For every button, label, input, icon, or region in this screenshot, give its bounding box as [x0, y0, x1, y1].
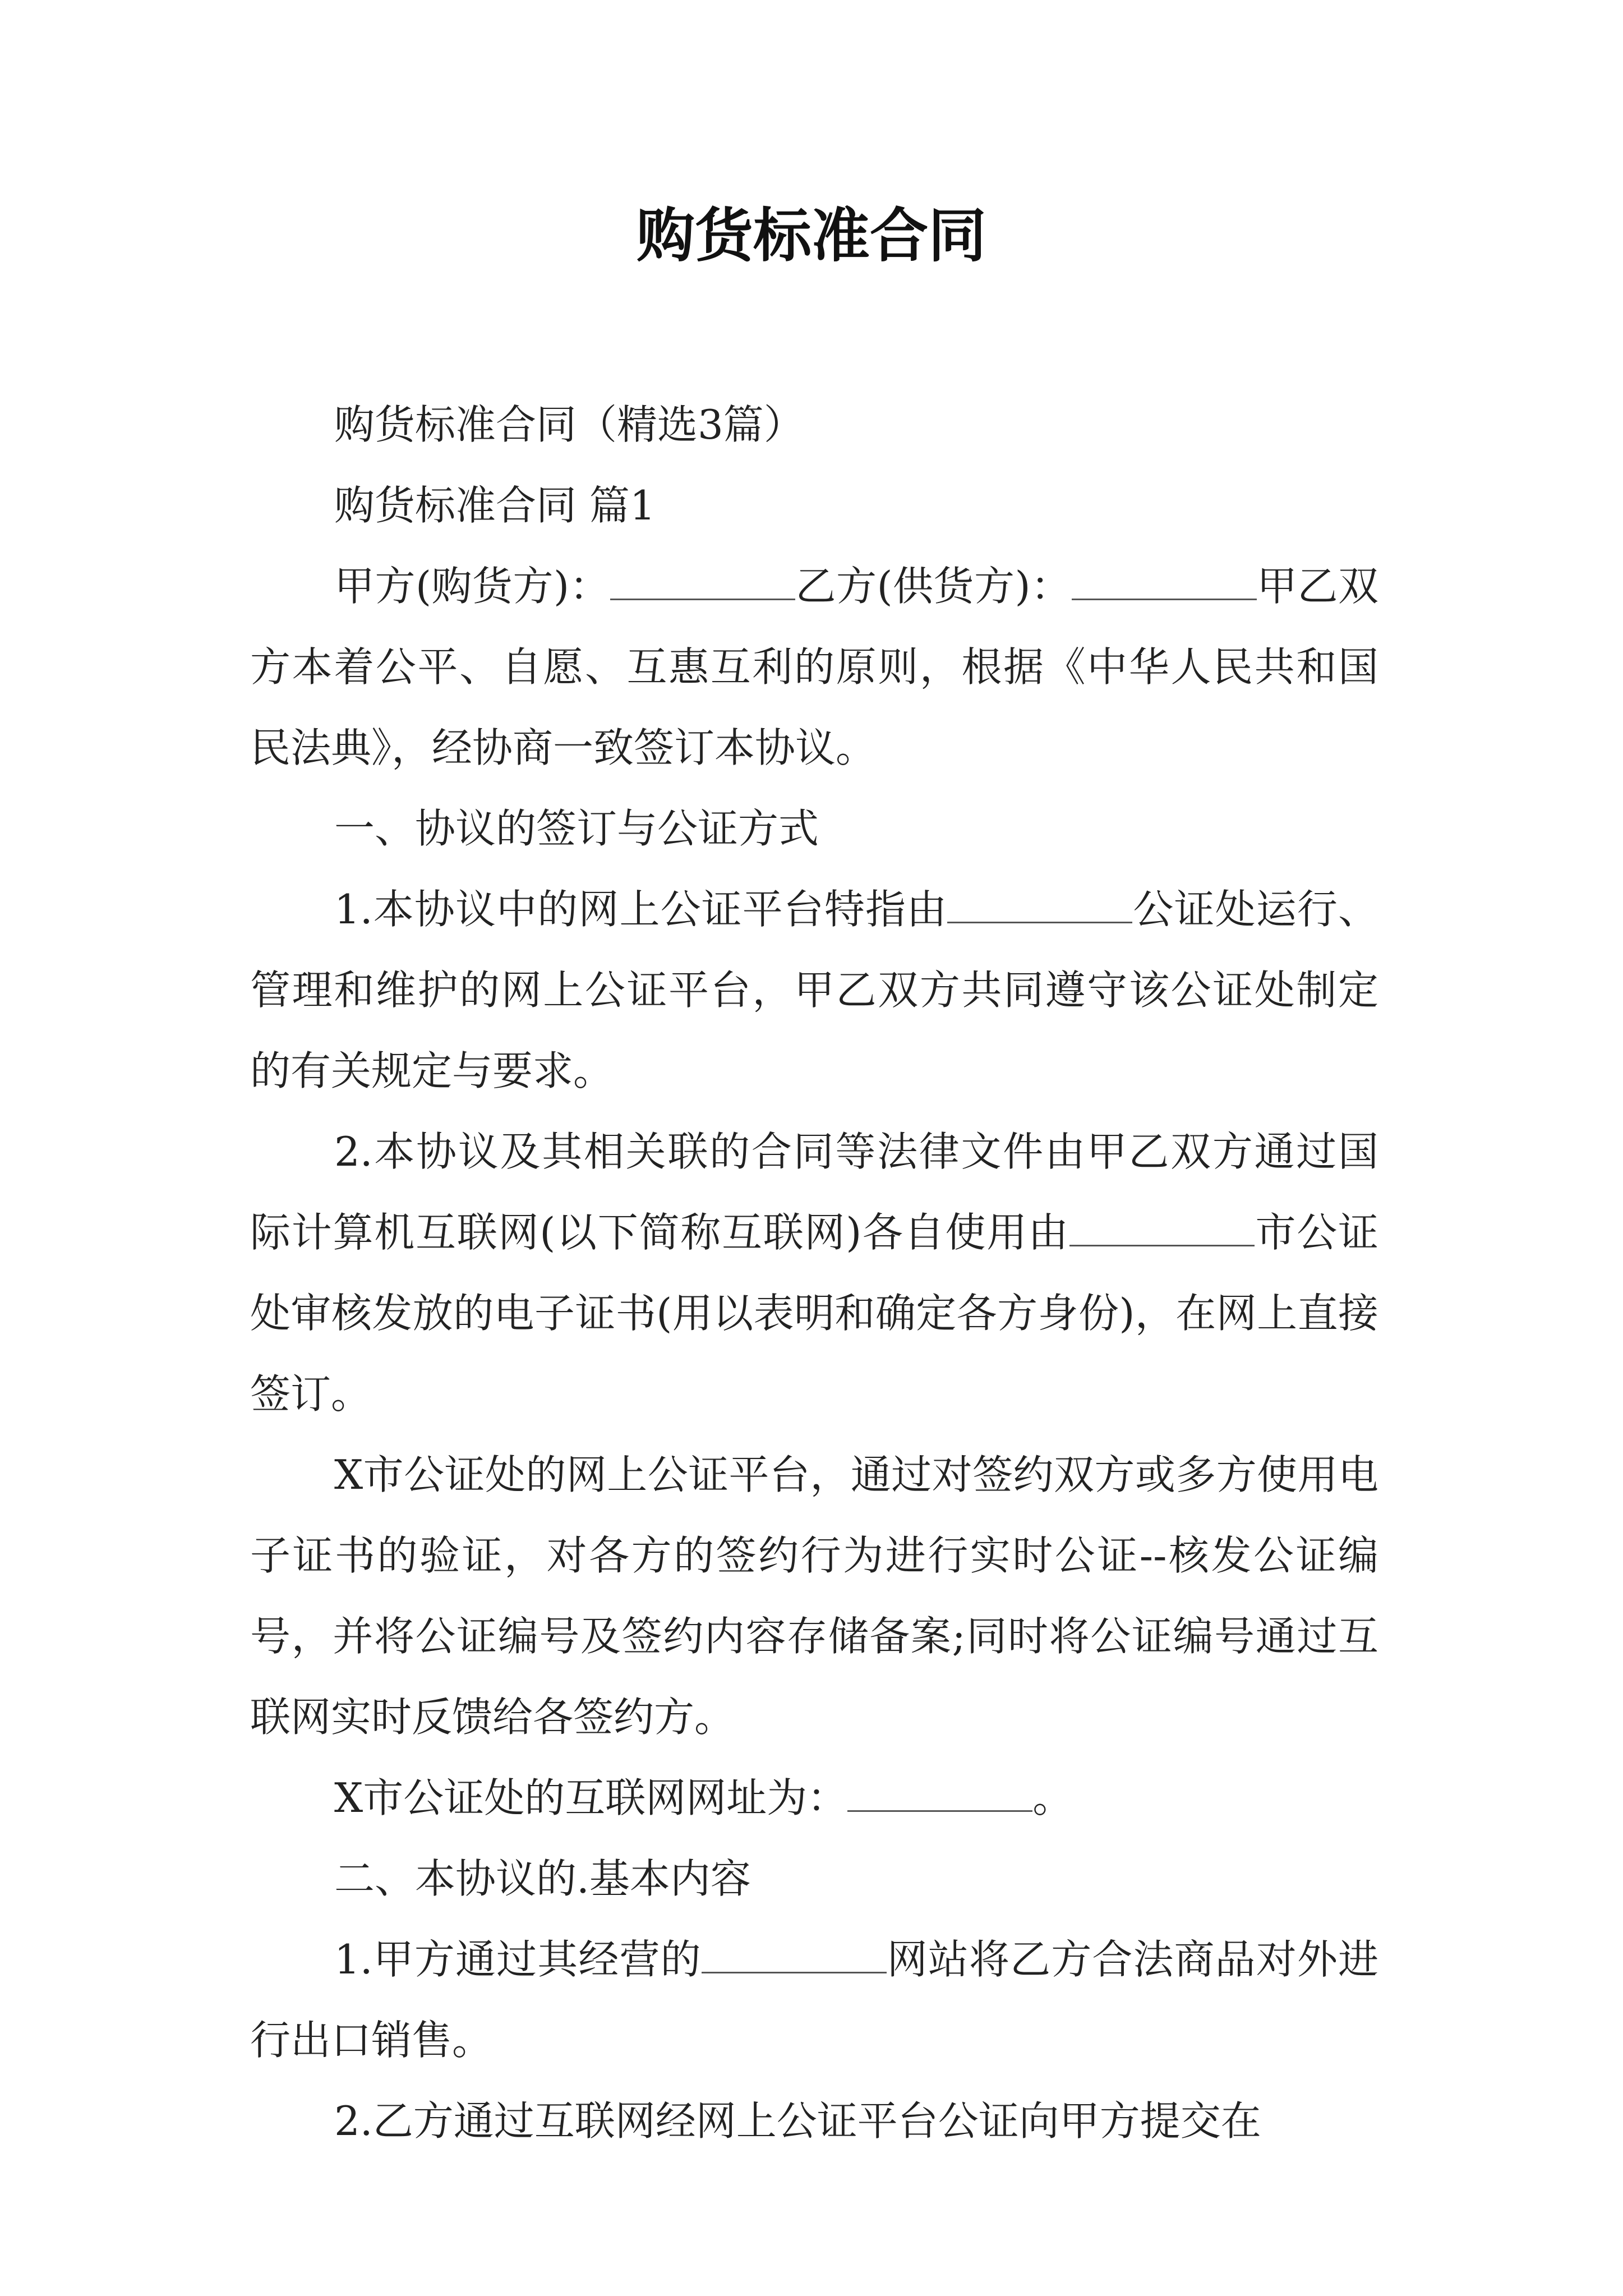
clause-text: 2.本协议及其相关联的合同等法律文件由甲乙双方通过国际计算机互联网(以下简称互联网)各自使用由	[250, 1128, 1378, 1256]
parties-text: 甲乙双方本着公平、自愿、互惠互利的原则，根据《中华人民共和国民法典》，经协商一致签订本协议。	[250, 563, 1378, 771]
paragraph-clause-1-2	[250, 1111, 1378, 1434]
clause-text: 公证处运行、管理和维护的网上公证平台，甲乙双方共同遵守该公证处制定的有关规定与要求。	[250, 886, 1378, 1094]
paragraph-section-heading: 购货标准合同 篇1	[334, 482, 656, 529]
notary-blank	[947, 888, 1132, 923]
document-body	[250, 384, 1378, 2161]
paragraph-notary-platform: X市公证处的网上公证平台，通过对签约双方或多方使用电子证书的验证，对各方的签约行为进行实时公证--核发公证编号，并将公证编号及签约内容存储备案;同时将公证编号通过互联网实时反馈给各签约方。	[250, 1451, 1378, 1741]
party-a-label: 甲方(购货方)：	[334, 563, 611, 610]
paragraph-clause-1-1	[250, 869, 1378, 1111]
party-a-blank	[610, 565, 795, 600]
url-blank	[847, 1777, 1032, 1812]
document-title: 购货标准合同	[636, 201, 986, 270]
party-b-label: 乙方(供货方)：	[795, 563, 1072, 610]
paragraph-parties	[250, 546, 1378, 788]
clause-text: 网站将乙方合法商品对外进行出口销售。	[250, 1936, 1378, 2064]
heading-one: 一、协议的签订与公证方式	[334, 805, 819, 852]
url-end: 。	[1032, 1774, 1073, 1821]
heading-two: 二、本协议的.基本内容	[334, 1855, 751, 1902]
paragraph-clause-2-1	[250, 1919, 1378, 2081]
url-label: X市公证处的互联网网址为：	[334, 1774, 848, 1821]
party-b-blank	[1072, 565, 1257, 600]
paragraph-notary-url	[250, 1757, 1378, 1838]
city-blank	[1069, 1211, 1255, 1246]
paragraph-clause-2-2: 2.乙方通过互联网经网上公证平台公证向甲方提交在	[334, 2097, 1261, 2145]
website-blank	[702, 1938, 887, 1973]
clause-text: 市公证处审核发放的电子证书(用以表明和确定各方身份)，在网上直接签订。	[250, 1209, 1378, 1418]
paragraph-subtitle: 购货标准合同（精选3篇）	[334, 401, 804, 448]
clause-text: 1.甲方通过其经营的	[334, 1936, 702, 1983]
clause-text: 1.本协议中的网上公证平台特指由	[334, 886, 948, 933]
